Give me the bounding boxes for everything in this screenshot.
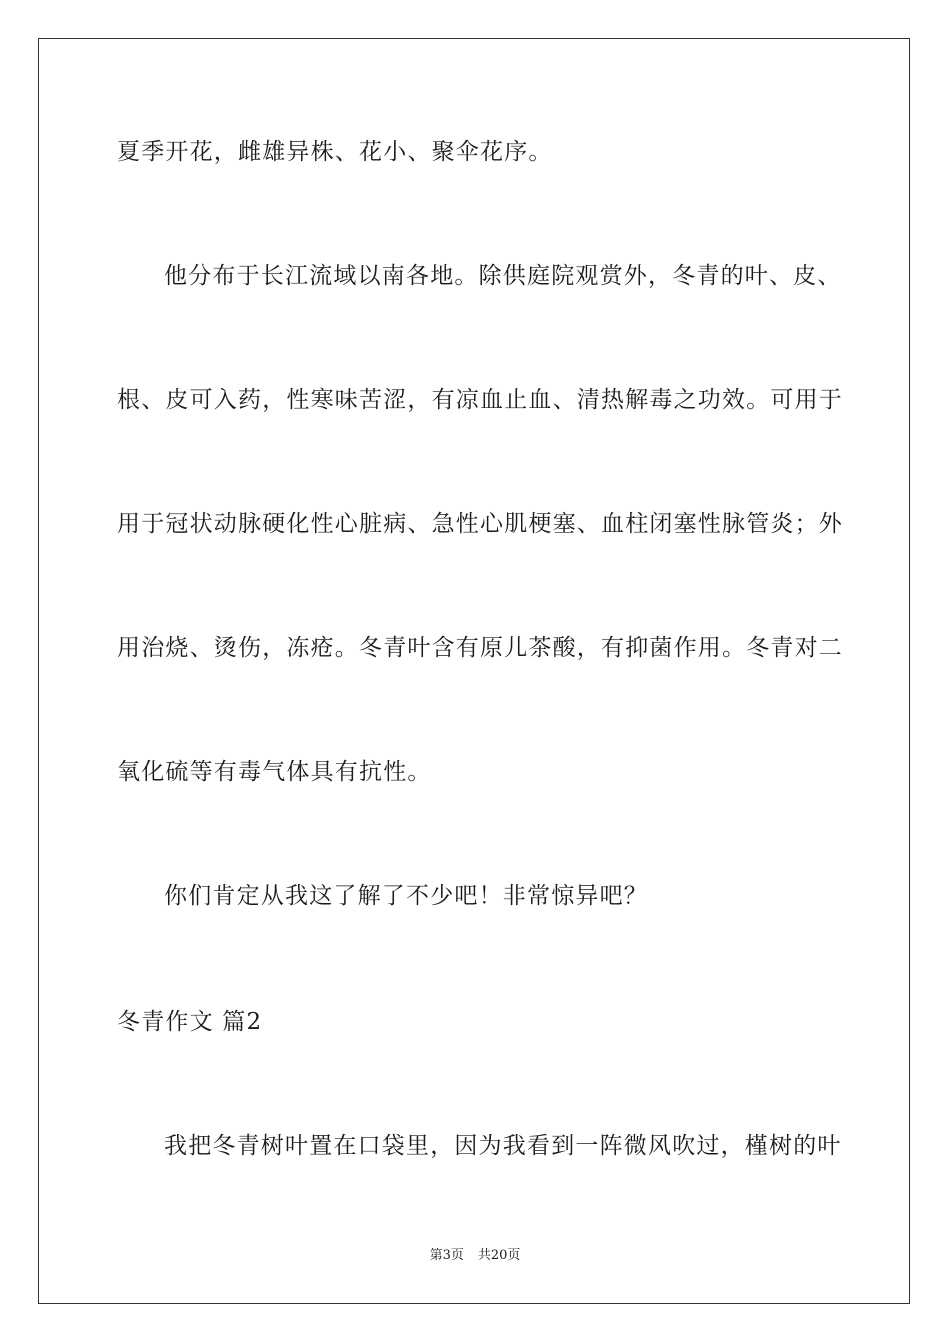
text-line: 氧化硫等有毒气体具有抗性。 — [117, 759, 432, 785]
text-line: 他分布于长江流域以南各地。除供庭院观赏外，冬青的叶、皮、 — [164, 263, 842, 289]
section-heading: 冬青作文 篇2 — [117, 1009, 263, 1035]
text-line: 根、皮可入药，性寒味苦涩，有凉血止血、清热解毒之功效。可用于 — [117, 387, 843, 413]
text-line: 我把冬青树叶置在口袋里，因为我看到一阵微风吹过，槿树的叶 — [164, 1133, 842, 1159]
text-line: 你们肯定从我这了解了不少吧！非常惊异吧？ — [164, 883, 648, 909]
page-footer — [0, 1246, 950, 1266]
page-total: 共20页 — [477, 1248, 521, 1263]
text-line: 夏季开花，雌雄异株、花小、聚伞花序。 — [117, 139, 553, 165]
page-number: 第3页 — [429, 1248, 464, 1263]
page-border — [38, 38, 910, 1304]
text-line: 用于冠状动脉硬化性心脏病、急性心肌梗塞、血柱闭塞性脉管炎；外 — [117, 511, 843, 537]
text-line: 用治烧、烫伤，冻疮。冬青叶含有原儿茶酸，有抑菌作用。冬青对二 — [117, 635, 843, 661]
